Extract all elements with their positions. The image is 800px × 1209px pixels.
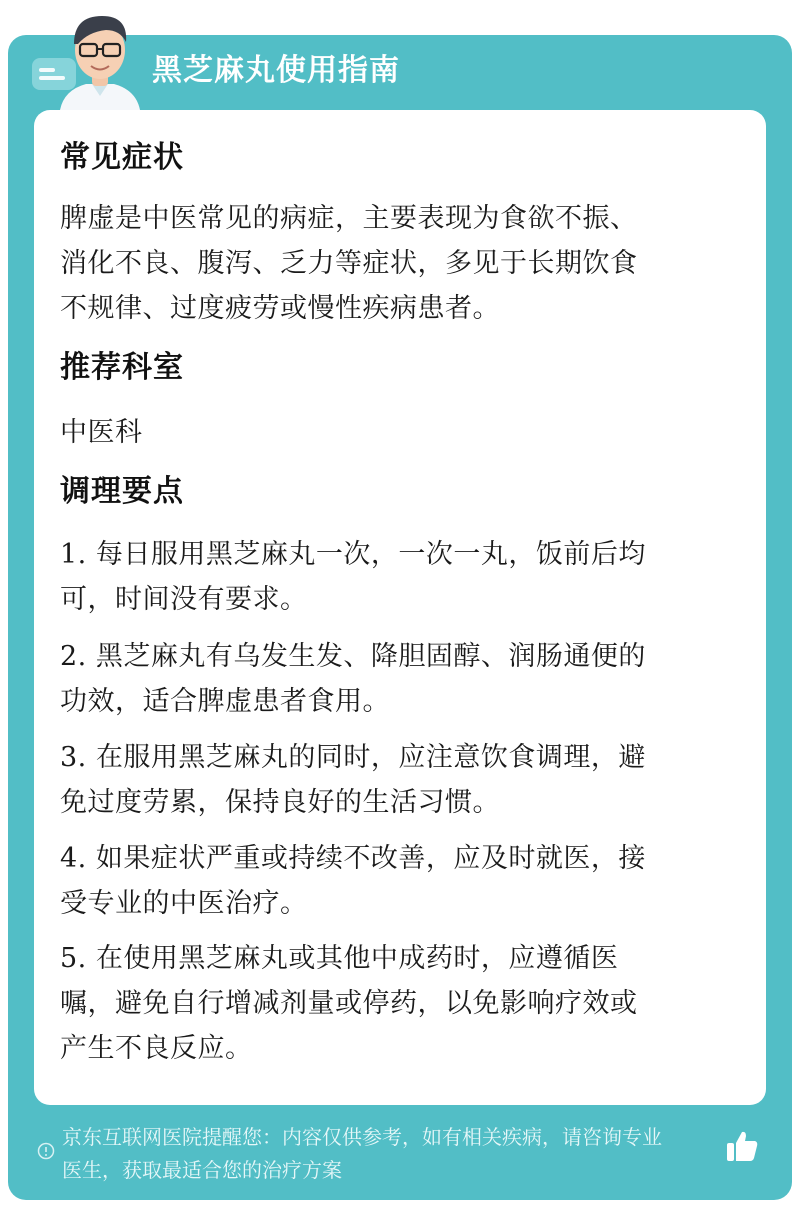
tip-line: 在使用黑芝麻丸或其他中成药时，应遵循医 [95, 943, 619, 974]
doctor-avatar [46, 4, 154, 110]
symptoms-line: 消化不良、腹泻、乏力等症状，多见于长期饮食 [60, 248, 638, 279]
department-value: 中医科 [60, 417, 143, 448]
tip-line: 在服用黑芝麻丸的同时，应注意饮食调理，避 [95, 742, 646, 773]
tip-line: 免过度劳累，保持良好的生活习惯。 [60, 787, 500, 818]
tip-line: 黑芝麻丸有乌发生发、降胆固醇、润肠通便的 [95, 641, 646, 672]
tip-line: 如果症状严重或持续不改善，应及时就医，接 [95, 843, 646, 874]
symptoms-body [60, 196, 740, 331]
tip-item [60, 532, 740, 622]
tip-line: 每日服用黑芝麻丸一次，一次一丸，饭前后均 [95, 539, 646, 570]
symptoms-title: 常见症状 [60, 140, 184, 175]
tip-number: 3. [60, 742, 87, 773]
page-title: 黑芝麻丸使用指南 [152, 53, 400, 88]
symptoms-line: 不规律、过度疲劳或慢性疾病患者。 [60, 293, 500, 324]
tip-number: 5. [60, 943, 87, 974]
tip-line: 嘱，避免自行增减剂量或停药，以免影响疗效或 [60, 988, 638, 1019]
tips-title: 调理要点 [60, 474, 184, 509]
info-icon [37, 1142, 55, 1160]
disclaimer-line: 医生，获取最适合您的治疗方案 [62, 1158, 342, 1182]
tip-number: 4. [60, 843, 87, 874]
symptoms-line: 脾虚是中医常见的病症，主要表现为食欲不振、 [60, 203, 638, 234]
tip-number: 1. [60, 539, 87, 570]
tip-item [60, 735, 740, 825]
tip-item [60, 634, 740, 724]
tip-item [60, 836, 740, 926]
tip-line: 可，时间没有要求。 [60, 584, 308, 615]
tip-number: 2. [60, 641, 87, 672]
tip-line: 功效，适合脾虚患者食用。 [60, 686, 390, 717]
department-title: 推荐科室 [60, 350, 184, 385]
thumbs-up-icon[interactable] [724, 1128, 760, 1164]
disclaimer-text [62, 1121, 730, 1187]
disclaimer-line: 京东互联网医院提醒您：内容仅供参考，如有相关疾病，请咨询专业 [62, 1125, 662, 1149]
tip-line: 受专业的中医治疗。 [60, 888, 308, 919]
tip-line: 产生不良反应。 [60, 1033, 253, 1064]
tip-item [60, 936, 740, 1071]
